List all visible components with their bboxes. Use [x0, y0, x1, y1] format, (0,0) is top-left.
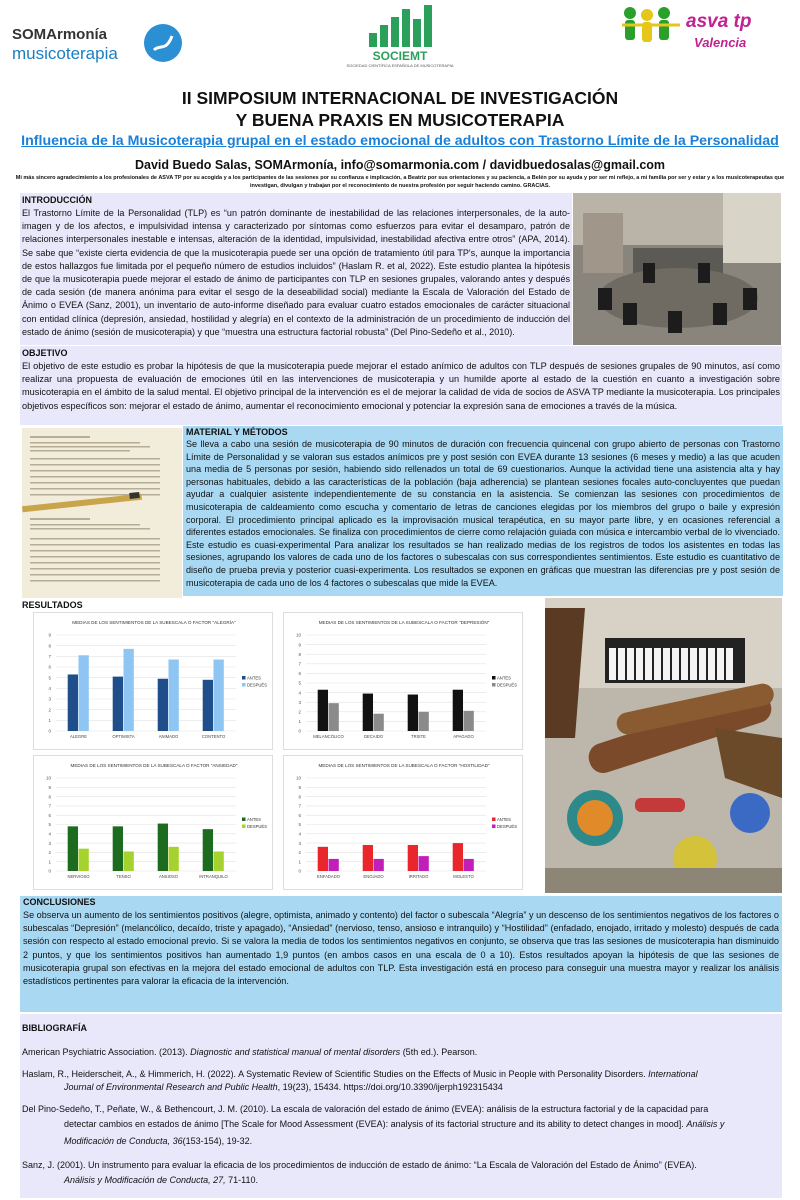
bib-ref-haslam: [22, 1068, 780, 1094]
x-tick-label: TRISTE: [411, 734, 426, 739]
y-tick-label: 0: [48, 728, 51, 734]
objetivo-text: El objetivo de este estudio es probar la hipótesis de que la musicoterapia puede mejorar el estado anímico de adultos con TLP después de sesiones grupales de 90 minutos, así como realizar una propuesta de evaluación de emociones útil en las intervenciones de musicoterapia y un humilde aporte al estado de la cuestión en cuanto a investigación sobre musicoterapia en el ámbito de la salud mental. El objetivo principal de la intervención es el de mejorar la calidad de vida de socios de ASVA TP mediante la musicoterapia. Los principales objetivos específicos son: mejorar el estado de ánimo, aumentar el reconocimiento emocional y potenciar la expresión sana de emociones a través de la música.: [22, 361, 780, 411]
y-tick-label: 7: [48, 803, 51, 809]
resultados-heading: RESULTADOS: [22, 600, 83, 610]
y-tick-label: 8: [298, 651, 301, 657]
asva-figures-icon: [620, 5, 682, 55]
intro-text: El Trastorno Límite de la Personalidad (TLP) es “un patrón dominante de inestabilidad de las relaciones interpersonales, de la auto-imagen y de los afectos, e impulsividad intensa y caracterizado por síntomas como esfuerzos para evitar el desamparo, patrón de relaciones interpersonales inestable e intensas, alteración de la identidad, impulsividad, inestabilidad afectiva entre otros” (APA, 2014). Se sabe que “existe cierta evidencia de que la musicoterapia puede ser una opción de tratamiento útil para TP's, aunque la importancia de estos hallazgos fue limitada por el pequeño número de estudios incluidos” (Haslam R. et al, 2022). Este estudio plantea la hipótesis de que la musicoterapia puede mejorar el estado de ánimo de participantes con TLP en sesiones grupales, valorando antes y después de cada sesión (de manera anónima para evitar el sesgo de la deseabilidad social) mediante la Escala de Valoración del Estado de Ánimo o EVEA (Sanz, 2001), un inventario de auto-informe diseñado para evaluar cuatro estados emocionales de carácter situacional con entidad clínica (depresión, ansiedad, hostilidad y alegría) en el contexto de la administración de un procedimiento de inducción del estado de ánimo (sesión de musicoterapia) y que “muestra una estructura factorial robusta” (Del Pino-Sedeño et al., 2010).: [22, 208, 570, 337]
asva-logo-sub: Valencia: [694, 35, 747, 50]
y-tick-label: 8: [298, 794, 301, 800]
chart-alegria-svg: [34, 613, 274, 751]
bib-ref-delpino-pages: (153-154), 19-32.: [182, 1136, 253, 1146]
x-tick-label: APAGADO: [453, 734, 474, 739]
bar-después-enojado: [374, 859, 384, 871]
y-tick-label: 7: [298, 803, 301, 809]
x-tick-label: IRRITADO: [408, 874, 429, 879]
y-tick-label: 5: [48, 822, 51, 828]
x-tick-label: CONTENTO: [201, 734, 226, 739]
conclusiones-text: Se observa un aumento de los sentimientos positivos (alegre, optimista, animado y contento) del factor o subescala “Alegría” y un descenso de los sentimientos negativos de los factores o subescalas “Depresión” (melancólico, decaído, triste y apagado), “Ansiedad” (nervioso, tenso, ansioso e intranquilo) y “Hostilidad” (enfadado, enojado, irritado y molesto) después de cada sesión con respecto al estado emocional previo. Si se valora la media de todos los sentimientos negativos en conjunto, se observa que tras las sesiones de musicoterapia han disminuido 2 puntos, y que los sentimientos positivos han aumentado 1,9 puntos (en ambos casos en una escala de 0 a 10). Estos resultados apoyan la hipótesis de que las sesiones de musicoterapia grupal son efectivas en la mejora del estado emocional de adultos con TLP. Esta investigación está en proceso para conseguir una muestra mayor y realizar los análisis estadísticos pertinentes para valorar la eficacia de la intervención.: [23, 910, 779, 987]
bib-ref-apa-end: (5th ed.). Pearson.: [400, 1047, 478, 1057]
x-tick-label: OPTIMISTA: [112, 734, 135, 739]
bib-ref-delpino-journal-cont: Modificación de Conducta, 36: [64, 1136, 183, 1146]
chart-title: MEDIAS DE LOS SENTIMIENTOS DE LA SUBESCALA O FACTOR "ALEGRÍA": [72, 620, 236, 625]
conclusiones-heading: CONCLUSIONES: [23, 897, 96, 907]
x-tick-label: ANIMADO: [158, 734, 179, 739]
conclusiones-section: [20, 896, 782, 1012]
questionnaire-photo: [22, 428, 182, 598]
instruments-photo: [545, 598, 782, 893]
chart-alegria: [33, 612, 273, 750]
bib-ref-sanz-pages: 71-110.: [225, 1175, 258, 1185]
asva-tp-logo: [620, 5, 790, 60]
somarmonia-logo-sub: musicoterapia: [12, 44, 118, 63]
y-tick-label: 2: [48, 850, 51, 856]
legend-label: ANTES: [497, 817, 511, 822]
somarmonia-logo: [12, 22, 192, 67]
y-tick-label: 0: [48, 868, 51, 874]
bibliografia-section: [20, 1014, 782, 1198]
y-tick-label: 4: [48, 831, 51, 837]
bib-ref-haslam-doi: , 19(23), 15434. https://doi.org/10.3390/ijerph192315434: [277, 1082, 503, 1092]
legend-swatch: [242, 825, 246, 829]
y-tick-label: 10: [295, 632, 301, 638]
y-tick-label: 1: [298, 719, 301, 725]
bar-antes-enfadado: [318, 847, 328, 871]
bar-después-apagado: [464, 711, 474, 731]
poster-authors: David Buedo Salas, SOMArmonía, info@somarmonia.com / davidbuedosalas@gmail.com: [134, 158, 666, 172]
y-tick-label: 9: [48, 785, 51, 790]
sociemt-logo-name: SOCIEMT: [372, 49, 428, 63]
y-tick-label: 6: [298, 671, 301, 677]
asva-logo-name: asva tp: [686, 11, 752, 32]
bar-después-irritado: [419, 856, 429, 871]
poster-subtitle[interactable]: Influencia de la Musicoterapia grupal en el estado emocional de adultos con Trastorno Límite de la Personalidad: [21, 133, 779, 149]
sociemt-bars-icon: [345, 5, 455, 47]
bar-después-animado: [169, 660, 179, 731]
y-tick-label: 3: [298, 699, 301, 705]
legend-swatch: [242, 683, 246, 687]
y-tick-label: 5: [48, 675, 51, 681]
bar-después-alegre: [79, 655, 89, 731]
legend-label: DESPUÉS: [497, 824, 518, 829]
chart-hostilidad: [283, 755, 523, 890]
legend-swatch: [242, 818, 246, 822]
bar-después-ansioso: [169, 847, 179, 871]
bar-después-triste: [419, 712, 429, 731]
x-tick-label: MOLESTO: [453, 874, 474, 879]
legend-label: DESPUÉS: [497, 682, 518, 688]
y-tick-label: 2: [48, 707, 51, 713]
metodos-section: [183, 426, 783, 596]
bar-antes-enojado: [363, 845, 373, 871]
bar-después-tenso: [124, 851, 134, 871]
bar-después-melancólico: [329, 703, 339, 731]
x-tick-label: ENOJADO: [363, 874, 384, 879]
bar-antes-melancólico: [318, 690, 328, 731]
y-tick-label: 10: [45, 775, 51, 781]
somarmonia-logo-name: SOMArmonía: [12, 26, 108, 43]
y-tick-label: 3: [298, 840, 301, 846]
therapy-room-photo: [573, 193, 781, 345]
bib-ref-haslam-part: Haslam, R., Heiderscheit, A., & Himmerich, H. (2022). A Systematic Review of Scientific Studies on the Effects of Music in People with Personality Disorders.: [22, 1069, 649, 1079]
chart-title: MEDIAS DE LOS SENTIMIENTOS DE LA SUBESCALA O FACTOR "HOSTILIDAD": [318, 763, 490, 768]
bar-antes-nervioso: [68, 826, 78, 871]
bib-ref-sanz-journal: Análisis y Modificación de Conducta, 27,: [64, 1175, 226, 1185]
chart-depresion: [283, 612, 523, 750]
metodos-heading: MATERIAL Y MÉTODOS: [186, 427, 288, 437]
x-tick-label: ANSIOSO: [158, 874, 179, 879]
y-tick-label: 10: [295, 775, 301, 781]
bib-ref-delpino-journal: Análisis y: [686, 1119, 725, 1129]
bib-ref-delpino-part: Del Pino-Sedeño, T., Peñate, W., & Bethencourt, J. M. (2010). La escala de valoración del estado de ánimo (EVEA): análisis de la estructura factorial y de la capacidad para: [22, 1104, 709, 1114]
y-tick-label: 9: [298, 642, 301, 648]
chart-title: MEDIAS DE LOS SENTIMIENTOS DE LA SUBESCALA O FACTOR "ANSIEDAD": [70, 763, 238, 768]
bib-ref-delpino: [22, 1103, 780, 1150]
chart-ansiedad-svg: [34, 756, 274, 891]
y-tick-label: 6: [298, 812, 301, 818]
sociemt-logo-sub: SOCIEDAD CIENTÍFICA ESPAÑOLA DE MUSICOTERAPIA: [346, 63, 454, 68]
bar-después-decaido: [374, 714, 384, 731]
bar-después-molesto: [464, 859, 474, 871]
bar-antes-animado: [158, 679, 168, 731]
x-tick-label: INTRANQUILO: [199, 874, 228, 879]
chart-depresion-svg: [284, 613, 524, 751]
bar-antes-triste: [408, 695, 418, 731]
legend-label: DESPUÉS: [247, 682, 268, 688]
y-tick-label: 7: [48, 654, 51, 660]
legend-swatch: [492, 676, 496, 680]
chart-ansiedad: [33, 755, 273, 890]
y-tick-label: 5: [298, 680, 301, 686]
chart-title: MEDIAS DE LOS SENTIMIENTOS DE LA SUBESCALA O FACTOR "DEPRESIÓN": [318, 620, 490, 625]
legend-label: ANTES: [247, 675, 261, 681]
bar-antes-apagado: [453, 690, 463, 731]
bar-antes-ansioso: [158, 824, 168, 871]
bar-después-contento: [214, 660, 224, 731]
y-tick-label: 1: [298, 859, 301, 865]
poster-title-line2: Y BUENA PRAXIS EN MUSICOTERAPIA: [235, 110, 565, 130]
sociemt-logo: [345, 5, 455, 80]
bib-ref-apa-title: Diagnostic and statistical manual of mental disorders: [190, 1047, 401, 1057]
y-tick-label: 6: [48, 812, 51, 818]
objetivo-heading: OBJETIVO: [22, 348, 68, 358]
bib-ref-apa: [22, 1046, 780, 1059]
bar-después-nervioso: [79, 849, 89, 871]
x-tick-label: TENSO: [116, 874, 131, 879]
chart-hostilidad-svg: [284, 756, 524, 891]
bib-ref-haslam-journal-cont: Journal of Environmental Research and Public Health: [64, 1082, 278, 1092]
legend-label: ANTES: [497, 675, 511, 681]
y-tick-label: 9: [298, 785, 301, 790]
y-tick-label: 2: [298, 850, 301, 856]
poster-title-line1: II SIMPOSIUM INTERNACIONAL DE INVESTIGACIÓN: [181, 88, 619, 108]
bar-antes-optimista: [113, 677, 123, 731]
y-tick-label: 1: [48, 859, 51, 865]
metodos-text: Se lleva a cabo una sesión de musicoterapia de 90 minutos de duración con frecuencia quincenal con grupo abierto de personas con Trastorno Límite de Personalidad y se valoran sus estados anímicos pre y post sesión con EVEA durante 13 sesiones (6 meses y medio) a las que acuden una media de 5 personas por sesión, habiendo sido rellenados un total de 69 cuestionarios. Aunque la actividad tiene una asistencia alta y hay personas habituales, debido a las características de la población (baja adherencia) se plantean sesiones focales auto-concluyentes que puedan ayudar a cualquier asistente independientemente de su constancia en la asistencia. Se comienzan las sesiones con procedimientos de musicoterapia de caldeamiento como escucha y comentario de letras de canciones elegidas por los miembros del grupo o baile y expresión corporal. El procedimiento principal aplicado es la improvisación musical terapéutica, en su mayor parte libre, y en ocasiones referencial a diferentes estados emocionales. Se finaliza con procedimientos de cierre como relajación guiada con música e intercambio verbal de lo vivenciado. Este estudio es cuasi-experimental Para analizar los resultados se han realizado medias de los registros de todos los asistentes en todas las sesiones, agrupando los valores de cada uno de los factores o subescalas con sus correspondientes sentimientos. Este estudio es cuantitativo de diseño de prueba previa y posterior cuasi-experimenta. Los resultados se exponen en gráficas que muestran las diferencias pre y post sesión de musicoterapia de cada uno de los 4 factores o subescalas que mide la EVEA.: [186, 439, 780, 588]
bib-ref-delpino-cont: detectar cambios en estados de ánimo [The Scale for Mood Assessment (EVEA): analysis of its factorial structure and its ability to detect changes in mood].: [64, 1119, 687, 1129]
somarmonia-wave-icon: [144, 24, 182, 62]
y-tick-label: 1: [48, 718, 51, 724]
intro-section: [20, 193, 572, 345]
y-tick-label: 0: [298, 868, 301, 874]
y-tick-label: 9: [48, 632, 51, 638]
x-tick-label: NERVIOSO: [67, 874, 90, 879]
objetivo-section: [20, 346, 782, 425]
legend-swatch: [492, 825, 496, 829]
bar-después-intranquilo: [214, 851, 224, 871]
x-tick-label: DECAIDO: [363, 734, 384, 739]
acknowledgements: Mi más sincero agradecimiento a los profesionales de ASVA TP por su acogida y a los participantes de las sesiones por su confianza e implicación, a Beatriz por sus orientaciones y su paciencia, a Belén por su ayuda y por ser mi reflejo, a mi familia por ser y estar y a los musicoterapeutas que investigan, divulgan y trabajan por el reconocimiento de nuestra profesión por seguir haciendo camino. GRACIAS.: [15, 175, 785, 189]
bibliografia-heading: BIBLIOGRAFÍA: [22, 1023, 87, 1033]
y-tick-label: 4: [298, 690, 301, 696]
bar-antes-alegre: [68, 674, 78, 731]
bar-antes-decaido: [363, 694, 373, 731]
x-tick-label: ENFADADO: [316, 874, 341, 879]
legend-label: ANTES: [247, 817, 261, 822]
y-tick-label: 3: [48, 840, 51, 846]
x-tick-label: MELANCÓLICO: [313, 734, 344, 739]
legend-label: DESPUÉS: [247, 824, 268, 829]
bar-antes-intranquilo: [203, 829, 213, 871]
bib-ref-apa-part: American Psychiatric Association. (2013).: [22, 1047, 191, 1057]
y-tick-label: 0: [298, 728, 301, 734]
bar-antes-contento: [203, 680, 213, 731]
y-tick-label: 3: [48, 696, 51, 702]
legend-swatch: [242, 676, 246, 680]
bar-antes-irritado: [408, 845, 418, 871]
bib-ref-haslam-journal: International: [648, 1069, 698, 1079]
bar-antes-tenso: [113, 826, 123, 871]
y-tick-label: 8: [48, 643, 51, 649]
y-tick-label: 8: [48, 794, 51, 800]
bar-después-optimista: [124, 649, 134, 731]
bar-después-enfadado: [329, 859, 339, 871]
y-tick-label: 2: [298, 709, 301, 715]
legend-swatch: [492, 818, 496, 822]
bar-antes-molesto: [453, 843, 463, 871]
y-tick-label: 6: [48, 664, 51, 670]
bib-ref-sanz: [22, 1159, 780, 1189]
y-tick-label: 5: [298, 822, 301, 828]
intro-heading: INTRODUCCIÓN: [22, 195, 92, 205]
legend-swatch: [492, 683, 496, 687]
y-tick-label: 4: [48, 686, 51, 692]
x-tick-label: ALEGRE: [70, 734, 87, 739]
y-tick-label: 7: [298, 661, 301, 667]
y-tick-label: 4: [298, 831, 301, 837]
bib-ref-sanz-part: Sanz, J. (2001). Un instrumento para evaluar la eficacia de los procedimientos de inducción de estado de ánimo: “La Escala de Valoración del Estado de Ánimo” (EVEA).: [22, 1160, 697, 1170]
